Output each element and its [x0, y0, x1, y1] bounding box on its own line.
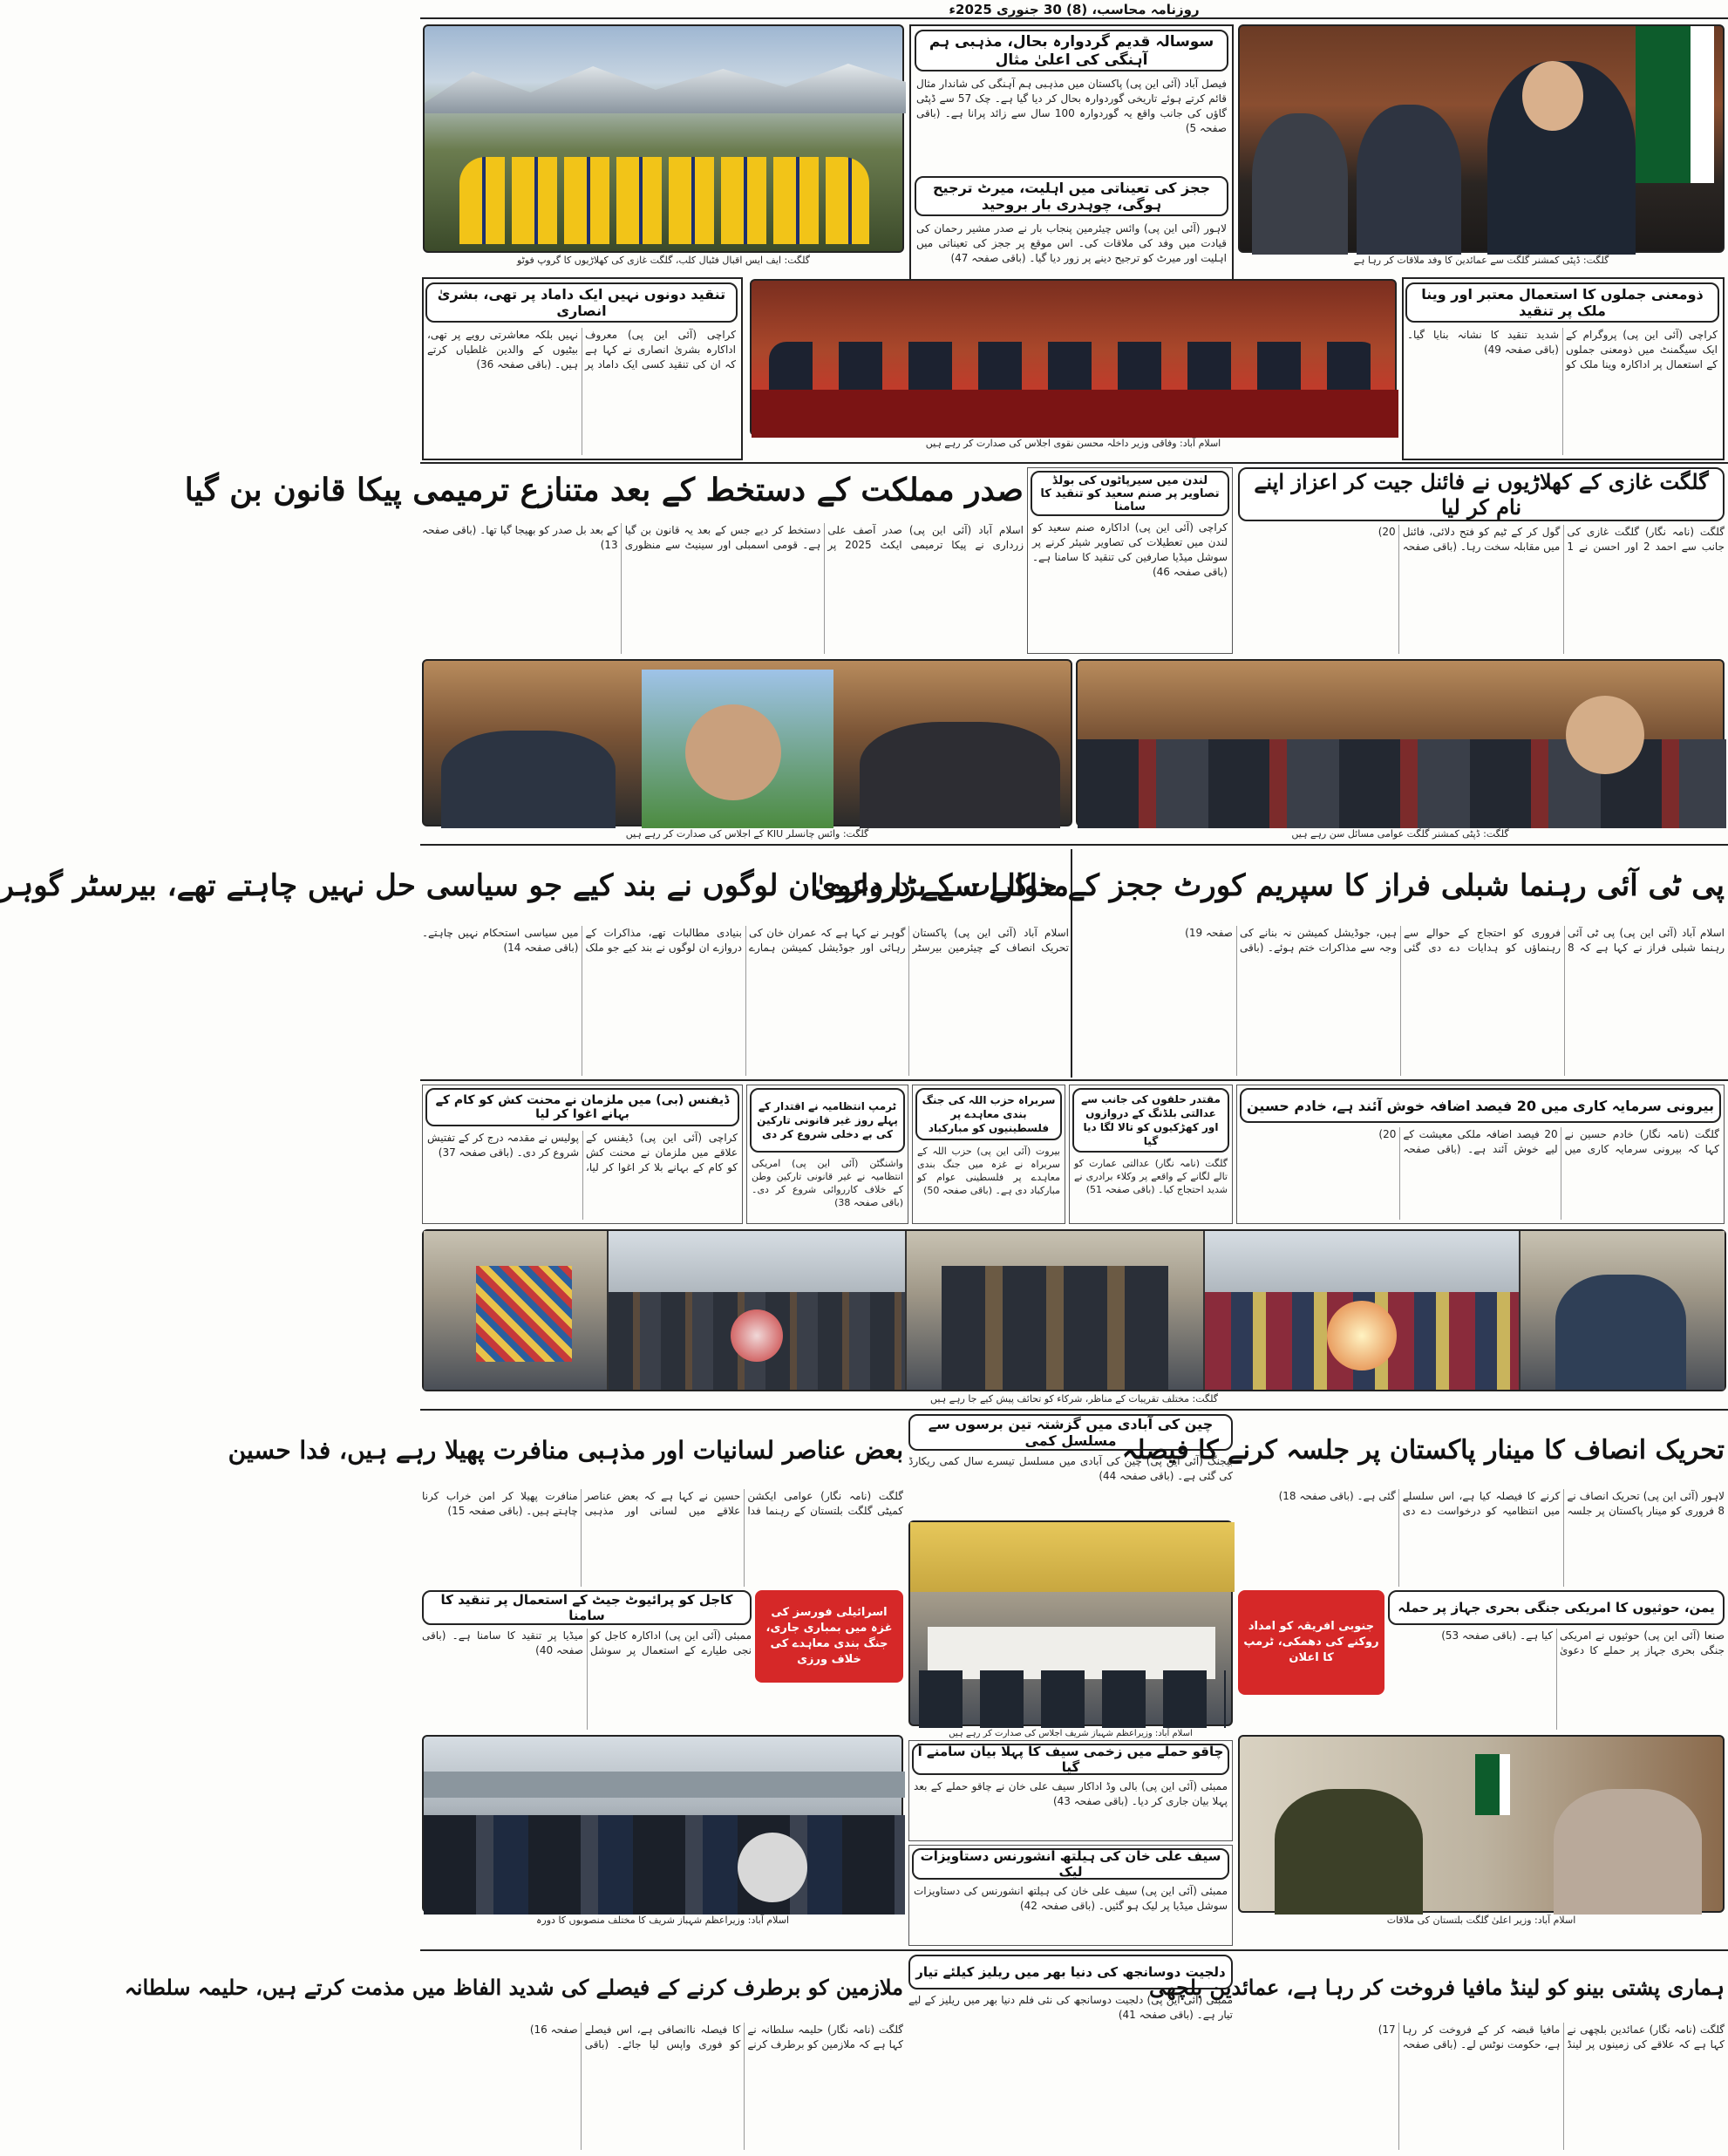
story-headline: ذومعنی جملوں کا استعمال معتبر اور وینا ملک پر تنقید: [1405, 282, 1719, 323]
land-mafia-body: گلگت (نامہ نگار) عمائدین بلچھی نے کہا ہے کہ علاقے کی زمینوں پر لینڈ مافیا قبضہ کر کے فروخت کر رہا ہے، حکومت نوٹس لے۔ (باقی صفحہ 17): [1378, 2023, 1725, 2051]
diljit-body: ممبئی (آئی این پی) دلجیت دوسانجھ کی نئی فلم دنیا بھر میں ریلیز کے لیے تیار ہے۔ (باقی صفحہ 41): [908, 1994, 1233, 2021]
story-body: گلگت (نامہ نگار) عدالتی عمارت کو تالے لگانے کے واقعے پر وکلاء برادری نے شدید احتجاج کیا۔ (باقی صفحہ 51): [1074, 1158, 1228, 1195]
story-body: کراچی (آئی این پی) معروف اداکارہ بشریٰ انصاری نے کہا ہے کہ ان کی تنقید کسی ایک داماد پر نہیں بلکہ معاشرتی رویے پر تھی، بیٹیوں کے والدین غلطیاں کرتے ہیں۔ (باقی صفحہ 36): [427, 329, 736, 371]
pecca-headline: صدر مملکت کے دستخط کے بعد متنازع ترمیمی پیکا قانون بن گیا: [184, 472, 1024, 508]
story-body: ممبئی (آئی این پی) بالی وڈ اداکار سیف علی خان نے چاقو حملے کے بعد پہلا بیان جاری کر دیا۔ (باقی صفحہ 43): [914, 1780, 1228, 1807]
haleema-sultana-body: گلگت (نامہ نگار) حلیمہ سلطانہ نے کہا ہے کہ ملازمین کو برطرف کرنے کا فیصلہ ناانصافی ہے، اس فیصلے کو فوری واپس لیا جائے۔ (باقی صفحہ 16): [529, 2023, 903, 2051]
event-photo: [609, 1231, 905, 1390]
cm-meeting-photo: [1238, 1735, 1725, 1913]
gilgit-ghazi-body: گلگت (نامہ نگار) گلگت غازی کی جانب سے احمد 2 اور احسن نے 1 گول کر کے ٹیم کو فتح دلائی، فائنل میں مقابلہ سخت رہا۔ (باقی صفحہ 20): [1378, 526, 1725, 553]
photo-caption: گلگت: ڈپٹی کمشنر گلگت عوامی مسائل سن رہے ہیں: [1291, 828, 1509, 840]
story-headline: بیرونی سرمایہ کاری میں 20 فیصد اضافہ خوش آئند ہے، خادم حسین: [1240, 1088, 1721, 1123]
red-news-box: اسرائیلی فورسز کی غزہ میں بمباری جاری، جنگ بندی معاہدے کی خلاف ورزی: [755, 1590, 903, 1683]
dc-public-meeting-photo: [1076, 659, 1725, 826]
story-headline: لندن میں سیرپاٹوں کی بولڈ تصاویر پر صنم سعید کو تنقید کا سامنا: [1031, 471, 1229, 516]
event-photo: [1205, 1231, 1519, 1390]
story-body: لاہور (آئی این پی) وائس چیئرمین پنجاب بار نے صدر مشیر رحمان کی قیادت میں وفد کی ملاقات کی۔ اس موقع پر ججز کی تعیناتی میں اہلیت اور میرٹ کو ترجیح دینے پر زور دیا گیا۔ (باقی صفحہ 47): [916, 222, 1227, 264]
photo-caption: گلگت: ایف ایس اقبال فٹبال کلب، گلگت غازی کی کھلاڑیوں کا گروپ فوٹو: [517, 255, 810, 266]
story-body: ممبئی (آئی این پی) سیف علی خان کی ہیلتھ انشورنس کی دستاویزات سوشل میڈیا پر لیک ہو گئیں۔ (باقی صفحہ 42): [914, 1885, 1228, 1912]
gilgit-ghazi-headline: گلگت غازی کے کھلاڑیوں نے فائنل جیت کر اعزاز اپنے نام کر لیا: [1238, 467, 1725, 521]
story-box: [1236, 1085, 1725, 1224]
story-body: ممبئی (آئی این پی) اداکارہ کاجل کو نجی طیارے کے استعمال پر سوشل میڈیا پر تنقید کا سامنا ہے۔ (باقی صفحہ 40): [422, 1629, 752, 1656]
china-population-body: بیجنگ (آئی این پی) چین کی آبادی میں مسلسل تیسرے سال کمی ریکارڈ کی گئی ہے۔ (باقی صفحہ 44): [908, 1455, 1233, 1482]
story-headline: ٹرمپ انتظامیہ نے اقتدار کے پہلے روز غیر قانونی تارکین کی بے دخلی شروع کر دی: [750, 1088, 905, 1153]
photo-caption: گلگت: مختلف تقریبات کے مناظر، شرکاء کو تحائف پیش کیے جا رہے ہیں: [930, 1393, 1218, 1404]
story-headline: سیف علی خان کی ہیلتھ انشورنس دستاویزات لیک: [912, 1848, 1229, 1880]
photo-caption: اسلام آباد: وفاقی وزیر داخلہ محسن نقوی اجلاس کی صدارت کر رہے ہیں: [925, 438, 1221, 449]
story-body: واشنگٹن (آئی این پی) امریکی انتظامیہ نے غیر قانونی تارکین وطن کے خلاف کارروائی شروع کر دی۔ (باقی صفحہ 38): [752, 1158, 903, 1208]
event-photo: [1521, 1231, 1725, 1390]
red-news-box: جنوبی افریقہ کو امداد روکنے کی دھمکی، ٹرمپ کا اعلان: [1238, 1590, 1384, 1695]
barrister-gohar-body: اسلام آباد (آئی این پی) پاکستان تحریک انصاف کے چیئرمین بیرسٹر گوہر نے کہا ہے کہ عمران خان کی رہائی اور جوڈیشل کمیشن ہمارے بنیادی مطالبات تھے، مذاکرات کے دروازے ان لوگوں نے بند کیے جو ملک میں سیاسی استحکام نہیں چاہتے۔ (باقی صفحہ 14): [422, 927, 1069, 954]
fida-hussain-body: گلگت (نامہ نگار) عوامی ایکشن کمیٹی گلگت بلتستان کے رہنما فدا حسین نے کہا ہے کہ بعض عناصر علاقے میں لسانی اور مذہبی منافرت پھیلا کر امن خراب کرنا چاہتے ہیں۔ (باقی صفحہ 15): [422, 1490, 903, 1517]
dc-meeting-photo: [1238, 24, 1725, 253]
fida-hussain-headline: بعض عناصر لسانیات اور مذہبی منافرت پھیلا رہے ہیں، فدا حسین: [228, 1436, 903, 1465]
china-population-headline: چین کی آبادی میں گزشتہ تین برسوں سے مسلسل کمی: [908, 1414, 1233, 1451]
photo-caption: اسلام آباد: وزیراعظم شہباز شریف کا مختلف منصوبوں کا دورہ: [535, 1915, 790, 1926]
right-story-box: [1402, 277, 1725, 460]
story-box: [908, 1845, 1233, 1946]
story-headline: سوسالہ قدیم گردوارہ بحال، مذہبی ہم آہنگی کی اعلیٰ مثال: [915, 30, 1228, 71]
pti-jalsa-body: لاہور (آئی این پی) تحریک انصاف نے 8 فروری کو مینار پاکستان پر جلسہ کرنے کا فیصلہ کیا ہے، اس سلسلے میں انتظامیہ کو درخواست دے دی گئی ہے۔ (باقی صفحہ 18): [1278, 1490, 1725, 1517]
story-body: کراچی (آئی این پی) پروگرام کے ایک سیگمنٹ میں ذومعنی جملوں کے استعمال پر اداکارہ وینا ملک کو شدید تنقید کا نشانہ بنایا گیا۔ (باقی صفحہ 49): [1407, 329, 1718, 371]
event-photo: [424, 1231, 607, 1390]
story-body: صنعا (آئی این پی) حوثیوں نے امریکی جنگی بحری جہاز پر حملے کا دعویٰ کیا ہے۔ (باقی صفحہ 53): [1441, 1629, 1725, 1656]
top-center-stories: [909, 24, 1234, 295]
barrister-gohar-headline: مذاکرات کے دروازے ان لوگوں نے بند کیے جو سیاسی حل نہیں چاہتے تھے، بیرسٹر گوہر: [0, 868, 1069, 903]
pecca-body: اسلام آباد (آئی این پی) صدر آصف علی زرداری نے پیکا ترمیمی ایکٹ 2025 پر دستخط کر دیے جس کے بعد یہ قانون بن گیا ہے۔ قومی اسمبلی اور سینیٹ سے منظوری کے بعد بل صدر کو بھیجا گیا تھا۔ (باقی صفحہ 13): [422, 524, 1024, 551]
kiu-meeting-photo: [422, 659, 1072, 826]
story-body: کراچی (آئی این پی) ڈیفنس کے علاقے میں ملزمان نے محنت کش کو کام کے بہانے بلا کر اغوا کر لیا، پولیس نے مقدمہ درج کر کے تفتیش شروع کر دی۔ (باقی صفحہ 37): [427, 1132, 738, 1173]
photo-caption: اسلام آباد: وزیراعظم شہباز شریف اجلاس کی صدارت کر رہے ہیں: [949, 1729, 1193, 1738]
diljit-headline: دلجیت دوسانجھ کی دنیا بھر میں ریلیز کیلئے تیار: [908, 1955, 1233, 1989]
left-story-box: [422, 277, 743, 460]
land-mafia-headline: ہماری پشتی بینو کو لینڈ مافیا فروخت کر رہا ہے، عمائدین بلچھی: [1149, 1975, 1725, 2000]
interior-minister-meeting-photo: [750, 279, 1397, 436]
event-photo: [907, 1231, 1203, 1390]
shibli-faraz-body: اسلام آباد (آئی این پی) پی ٹی آئی رہنما شبلی فراز نے کہا ہے کہ 8 فروری کو احتجاج کے حوالے سے رہنماؤں کو ہدایات دے دی گئی ہیں، جوڈیشل کمیشن نہ بنانے کی وجہ سے مذاکرات ختم ہوئے۔ (باقی صفحہ 19): [1185, 927, 1725, 954]
story-headline: چاقو حملے میں زخمی سیف کا پہلا بیان سامنے آ گیا: [912, 1744, 1229, 1775]
events-photo-strip: [422, 1229, 1726, 1391]
pti-jalsa-headline: تحریک انصاف کا مینار پاکستان پر جلسہ کرنے کا فیصلہ: [1121, 1435, 1725, 1466]
story-box: [422, 1085, 743, 1224]
haleema-sultana-headline: ملازمین کو برطرف کرنے کے فیصلے کی شدید الفاظ میں مذمت کرتے ہیں، حلیمہ سلطانہ: [124, 1975, 903, 2000]
story-headline: یمن، حوثیوں کا امریکی جنگی بحری جہاز پر حملہ: [1388, 1590, 1725, 1625]
story-headline: کاجل کو پرائیوٹ جیٹ کے استعمال پر تنقید کا سامنا: [422, 1590, 752, 1625]
story-headline: سربراہ حزب اللہ کی جنگ بندی معاہدے پر فلسطینیوں کو مبارکباد: [915, 1088, 1062, 1140]
story-box: [1069, 1085, 1233, 1224]
photo-caption: اسلام آباد: وزیر اعلیٰ گلگت بلتستان کی ملاقات: [1386, 1915, 1576, 1926]
masthead: روزنامہ محاسب، (8) 30 جنوری 2025ء: [420, 0, 1728, 19]
photo-caption: گلگت: ڈپٹی کمشنر گلگت سے عمائدین کا وفد ملاقات کر رہا ہے: [1353, 255, 1609, 266]
story-headline: ججز کی تعیناتی میں اہلیت، میرٹ ترجیح ہوگی، چوہدری بار بروحید: [915, 176, 1228, 216]
story-body: فیصل آباد (آئی این پی) پاکستان میں مذہبی ہم آہنگی کی شاندار مثال قائم کرتے ہوئے تاریخی گوردوارہ بحال کر دیا گیا ہے۔ چک 57 سے ڈپٹی گاؤں کی جانب واقع یہ گوردوارہ 100 سال سے زائد پرانا ہے۔ (باقی صفحہ 5): [916, 78, 1227, 134]
story-body: گلگت (نامہ نگار) خادم حسین نے کہا کہ بیرونی سرمایہ کاری میں 20 فیصد اضافہ ملکی معیشت کے لیے خوش آئند ہے۔ (باقی صفحہ 20): [1378, 1128, 1719, 1155]
football-team-photo: [423, 24, 904, 253]
story-body: بیروت (آئی این پی) حزب اللہ کے سربراہ نے غزہ میں جنگ بندی معاہدے پر فلسطینی عوام کو مبارکباد دی ہے۔ (باقی صفحہ 50): [917, 1146, 1060, 1196]
story-headline: مقتدر حلقوں کی جانب سے عدالتی بلڈنگ کے دروازوں اور کھڑکیوں کو تالا لگا دیا گیا: [1072, 1088, 1229, 1153]
pm-visit-photo: [422, 1735, 903, 1913]
story-box: [908, 1740, 1233, 1841]
story-headline: ڈیفنس (بی) میں ملزمان نے محنت کش کو کام کے بہانے اغوا کر لیا: [425, 1088, 739, 1126]
story-headline: تنقید دونوں نہیں ایک داماد پر تھی، بشریٰ انصاری: [425, 282, 738, 323]
story-box: [912, 1085, 1065, 1224]
story-body: کراچی (آئی این پی) اداکارہ صنم سعید کو لندن میں تعطیلات کی تصاویر شیئر کرنے پر سوشل میڈیا صارفین کی تنقید کا سامنا ہے۔ (باقی صفحہ 46): [1032, 521, 1228, 578]
pm-meeting-photo: [908, 1520, 1233, 1726]
shibli-faraz-headline: پی ٹی آئی رہنما شبلی فراز کا سپریم کورٹ ججز کے حوالے سے بڑا دعویٰ: [813, 868, 1725, 903]
mid-story-box: [1027, 467, 1233, 654]
photo-caption: گلگت: وائس چانسلر KIU کے اجلاس کی صدارت کر رہے ہیں: [625, 828, 869, 840]
story-box: [746, 1085, 908, 1224]
